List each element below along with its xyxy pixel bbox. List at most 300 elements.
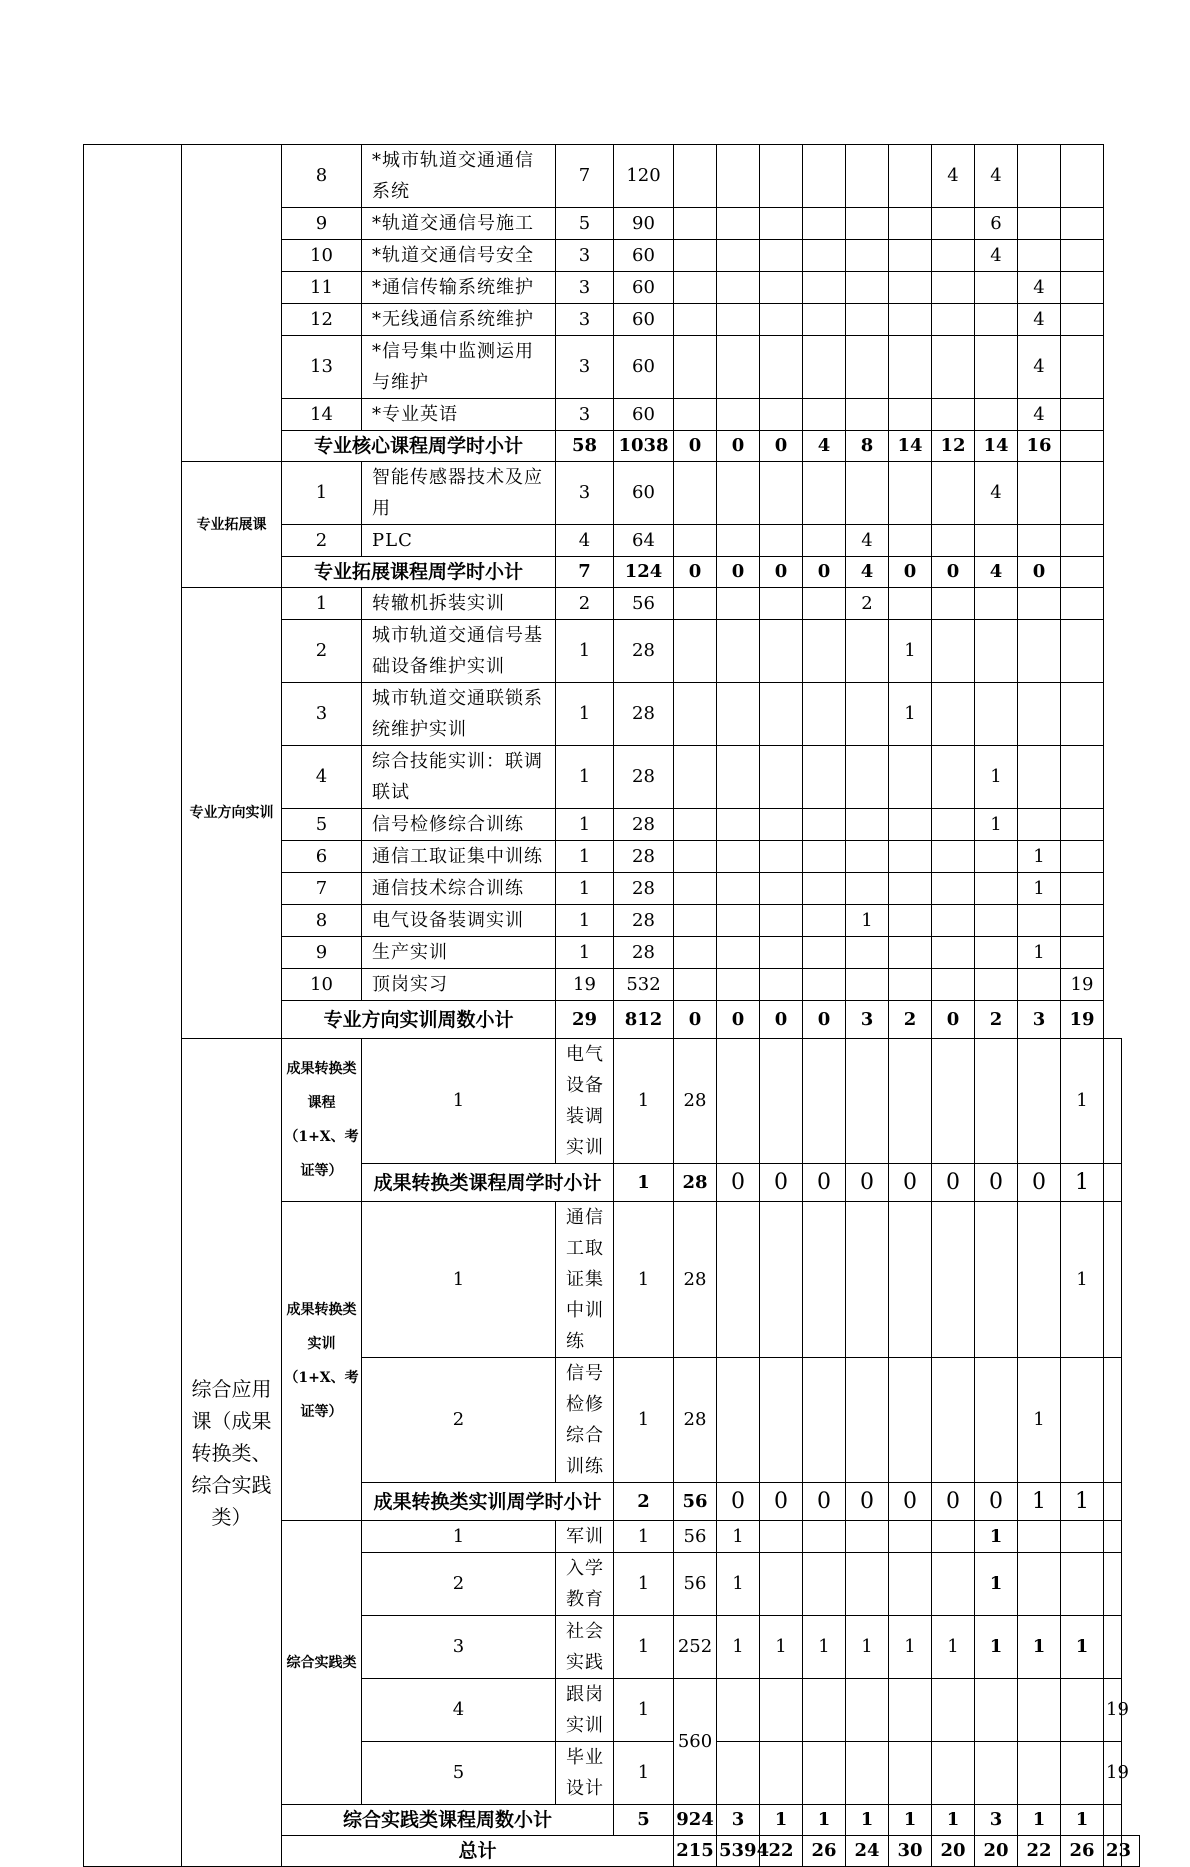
subtotal-credit: 58: [556, 431, 614, 462]
course-hours: 56: [674, 1553, 717, 1616]
subtotal-semester: 0: [932, 1164, 975, 1202]
semester-cell: [1061, 1358, 1104, 1483]
semester-cell: [846, 683, 889, 746]
semester-cell: [1018, 1679, 1061, 1742]
course-number: 2: [362, 1358, 556, 1483]
semester-cell: [932, 462, 975, 525]
semester-cell: [1018, 1742, 1061, 1805]
semester-cell: [1061, 304, 1104, 336]
semester-cell: 1: [846, 1616, 889, 1679]
semester-cell: [1018, 240, 1061, 272]
subtotal-hours: 56: [674, 1483, 717, 1521]
course-hours: 560: [674, 1679, 717, 1805]
semester-cell: [1104, 1553, 1122, 1616]
semester-cell: [1061, 937, 1104, 969]
semester-cell: [1018, 462, 1061, 525]
semester-cell: [803, 399, 846, 431]
semester-cell: 1: [717, 1521, 760, 1553]
course-number: 5: [362, 1742, 556, 1805]
semester-cell: [889, 240, 932, 272]
course-credit: 1: [556, 746, 614, 809]
semester-cell: [975, 272, 1018, 304]
semester-cell: [717, 1039, 760, 1164]
semester-cell: [760, 272, 803, 304]
semester-cell: [932, 873, 975, 905]
semester-cell: 1: [975, 1616, 1018, 1679]
semester-cell: [975, 937, 1018, 969]
subtotal-label: 专业核心课程周学时小计: [282, 431, 556, 462]
semester-cell: [803, 1521, 846, 1553]
semester-cell: [846, 1358, 889, 1483]
semester-cell: [1018, 969, 1061, 1001]
course-number: 1: [282, 588, 362, 620]
course-number: 14: [282, 399, 362, 431]
course-credit: 3: [556, 462, 614, 525]
semester-cell: [717, 1358, 760, 1483]
subtotal-semester: 1: [760, 1805, 803, 1836]
semester-cell: [1104, 1521, 1122, 1553]
subtotal-semester: 0: [1018, 557, 1061, 588]
course-hours: 532: [614, 969, 674, 1001]
semester-cell: [846, 145, 889, 208]
subtotal-semester: [1061, 557, 1104, 588]
semester-cell: [674, 272, 717, 304]
semester-cell: [889, 304, 932, 336]
semester-cell: [717, 873, 760, 905]
course-credit: 1: [614, 1202, 674, 1358]
course-hours: 60: [614, 399, 674, 431]
course-number: 4: [362, 1679, 556, 1742]
semester-cell: [803, 1358, 846, 1483]
semester-cell: [803, 1202, 846, 1358]
semester-cell: [889, 905, 932, 937]
subtotal-semester: 0: [932, 1001, 975, 1039]
semester-cell: [760, 1679, 803, 1742]
semester-cell: 1: [1018, 937, 1061, 969]
course-hours: 28: [614, 809, 674, 841]
semester-cell: [846, 969, 889, 1001]
course-number: 2: [362, 1553, 556, 1616]
semester-cell: [803, 304, 846, 336]
semester-cell: [846, 462, 889, 525]
semester-cell: [1104, 1358, 1122, 1483]
semester-cell: [846, 1521, 889, 1553]
semester-cell: [803, 1742, 846, 1805]
semester-cell: [717, 683, 760, 746]
semester-cell: [760, 809, 803, 841]
semester-cell: [1061, 462, 1104, 525]
course-credit: 3: [556, 336, 614, 399]
subtotal-semester: 0: [975, 1164, 1018, 1202]
semester-cell: 4: [975, 145, 1018, 208]
semester-cell: [803, 809, 846, 841]
curriculum-table: [83, 144, 1140, 1867]
subtotal-semester: 12: [932, 431, 975, 462]
semester-cell: [760, 588, 803, 620]
semester-cell: 19: [1104, 1679, 1122, 1742]
semester-cell: [717, 1202, 760, 1358]
course-number: 4: [282, 746, 362, 809]
semester-cell: [932, 1521, 975, 1553]
semester-cell: [717, 145, 760, 208]
subtotal-semester: 1: [1018, 1805, 1061, 1836]
semester-cell: [932, 1039, 975, 1164]
subtotal-label: 成果转换类课程周学时小计: [362, 1164, 614, 1202]
semester-cell: [674, 841, 717, 873]
semester-cell: [717, 809, 760, 841]
course-hours: 60: [614, 462, 674, 525]
semester-cell: [846, 1202, 889, 1358]
semester-cell: [760, 240, 803, 272]
course-hours: 28: [674, 1358, 717, 1483]
semester-cell: [760, 304, 803, 336]
semester-cell: [760, 937, 803, 969]
course-name: 转辙机拆装实训: [362, 588, 556, 620]
category-blank: [84, 145, 182, 1867]
subtotal-semester: 0: [803, 1001, 846, 1039]
semester-cell: [760, 746, 803, 809]
semester-cell: [674, 208, 717, 240]
total-semester: 23: [1104, 1836, 1122, 1867]
semester-cell: [889, 841, 932, 873]
semester-cell: [889, 525, 932, 557]
course-name: 智能传感器技术及应用: [362, 462, 556, 525]
subtotal-label: 专业方向实训周数小计: [282, 1001, 556, 1039]
course-hours: 56: [674, 1521, 717, 1553]
semester-cell: [803, 683, 846, 746]
subtotal-semester: 0: [846, 1483, 889, 1521]
semester-cell: [760, 969, 803, 1001]
semester-cell: [760, 620, 803, 683]
course-name: *信号集中监测运用与维护: [362, 336, 556, 399]
course-credit: 4: [556, 525, 614, 557]
semester-cell: [717, 969, 760, 1001]
subtotal-semester: [1104, 1164, 1122, 1202]
course-credit: 3: [556, 399, 614, 431]
semester-cell: [760, 905, 803, 937]
semester-cell: [889, 588, 932, 620]
semester-cell: [1061, 1742, 1104, 1805]
semester-cell: [760, 525, 803, 557]
course-name: 城市轨道交通信号基础设备维护实训: [362, 620, 556, 683]
semester-cell: [1061, 1679, 1104, 1742]
semester-cell: 2: [846, 588, 889, 620]
semester-cell: [760, 1553, 803, 1616]
semester-cell: [674, 304, 717, 336]
semester-cell: [932, 809, 975, 841]
semester-cell: [803, 937, 846, 969]
semester-cell: [932, 746, 975, 809]
course-hours: 120: [614, 145, 674, 208]
semester-cell: [717, 841, 760, 873]
subtotal-semester: [1104, 1483, 1122, 1521]
subtotal-semester: 4: [803, 431, 846, 462]
semester-cell: [674, 399, 717, 431]
subtotal-label: 专业拓展课程周学时小计: [282, 557, 556, 588]
semester-cell: [1018, 145, 1061, 208]
semester-cell: [717, 620, 760, 683]
course-credit: 7: [556, 145, 614, 208]
course-name: *无线通信系统维护: [362, 304, 556, 336]
semester-cell: [717, 399, 760, 431]
subtotal-semester: 14: [889, 431, 932, 462]
semester-cell: [1061, 525, 1104, 557]
semester-cell: [717, 240, 760, 272]
course-hours: 60: [614, 272, 674, 304]
semester-cell: [889, 462, 932, 525]
course-credit: 1: [556, 873, 614, 905]
subtotal-semester: [1061, 431, 1104, 462]
course-name: 生产实训: [362, 937, 556, 969]
subtotal-semester: 0: [760, 1483, 803, 1521]
semester-cell: [932, 208, 975, 240]
course-credit: 1: [614, 1742, 674, 1805]
course-name: 通信技术综合训练: [362, 873, 556, 905]
semester-cell: [803, 588, 846, 620]
semester-cell: 19: [1104, 1742, 1122, 1805]
subtotal-semester: 0: [717, 1483, 760, 1521]
course-number: 9: [282, 937, 362, 969]
semester-cell: [717, 208, 760, 240]
semester-cell: [932, 399, 975, 431]
subtotal-semester: 0: [674, 431, 717, 462]
semester-cell: [889, 937, 932, 969]
course-hours: 28: [674, 1202, 717, 1358]
semester-cell: [1018, 1202, 1061, 1358]
semester-cell: [846, 620, 889, 683]
semester-cell: [846, 809, 889, 841]
course-credit: 1: [556, 905, 614, 937]
course-credit: 1: [614, 1679, 674, 1742]
course-name: 毕业设计: [556, 1742, 614, 1805]
course-hours: 64: [614, 525, 674, 557]
subtotal-credit: 29: [556, 1001, 614, 1039]
semester-cell: [1018, 905, 1061, 937]
semester-cell: [932, 1202, 975, 1358]
course-credit: 5: [556, 208, 614, 240]
semester-cell: [846, 1039, 889, 1164]
semester-cell: 1: [1018, 1616, 1061, 1679]
course-credit: 1: [556, 809, 614, 841]
semester-cell: [760, 1742, 803, 1805]
subtotal-semester: 0: [932, 1483, 975, 1521]
course-hours: 28: [614, 841, 674, 873]
semester-cell: [717, 937, 760, 969]
semester-cell: 4: [975, 462, 1018, 525]
course-hours: 28: [614, 683, 674, 746]
course-number: 7: [282, 873, 362, 905]
semester-cell: [674, 588, 717, 620]
semester-cell: 1: [1061, 1616, 1104, 1679]
subtotal-semester: 1: [803, 1805, 846, 1836]
semester-cell: [717, 588, 760, 620]
subtotal-semester: 3: [846, 1001, 889, 1039]
semester-cell: 1: [975, 1553, 1018, 1616]
semester-cell: [846, 1679, 889, 1742]
semester-cell: [846, 208, 889, 240]
total-semester: 22: [760, 1836, 803, 1867]
semester-cell: [932, 620, 975, 683]
course-name: 通信工取证集中训练: [362, 841, 556, 873]
semester-cell: [717, 304, 760, 336]
semester-cell: [932, 336, 975, 399]
semester-cell: [760, 1521, 803, 1553]
total-semester: 26: [803, 1836, 846, 1867]
semester-cell: [674, 937, 717, 969]
course-number: 10: [282, 240, 362, 272]
course-hours: 252: [674, 1616, 717, 1679]
semester-cell: [803, 746, 846, 809]
course-credit: 1: [556, 937, 614, 969]
semester-cell: [760, 145, 803, 208]
semester-cell: [1061, 809, 1104, 841]
course-name: 电气设备装调实训: [362, 905, 556, 937]
semester-cell: [932, 588, 975, 620]
course-number: 5: [282, 809, 362, 841]
semester-cell: [1018, 208, 1061, 240]
semester-cell: [932, 905, 975, 937]
semester-cell: [674, 462, 717, 525]
semester-cell: [975, 1742, 1018, 1805]
semester-cell: [846, 937, 889, 969]
semester-cell: [932, 969, 975, 1001]
semester-cell: [889, 969, 932, 1001]
subtotal-semester: [1104, 1805, 1122, 1836]
course-name: *轨道交通信号安全: [362, 240, 556, 272]
semester-cell: [674, 620, 717, 683]
semester-cell: [846, 1553, 889, 1616]
course-hours: 56: [614, 588, 674, 620]
semester-cell: [760, 399, 803, 431]
semester-cell: [803, 1039, 846, 1164]
total-hours: 5394: [717, 1836, 760, 1867]
total-semester: 24: [846, 1836, 889, 1867]
semester-cell: [846, 272, 889, 304]
course-credit: 1: [614, 1521, 674, 1553]
subcategory-title: 综合实践类: [282, 1521, 362, 1805]
semester-cell: [674, 525, 717, 557]
semester-cell: [932, 272, 975, 304]
semester-cell: 4: [1018, 336, 1061, 399]
subtotal-credit: 5: [614, 1805, 674, 1836]
semester-cell: [1061, 208, 1104, 240]
subtotal-semester: 1: [1018, 1483, 1061, 1521]
semester-cell: [1061, 240, 1104, 272]
total-semester: 30: [889, 1836, 932, 1867]
semester-cell: [1061, 1521, 1104, 1553]
semester-cell: [975, 525, 1018, 557]
course-number: 1: [282, 462, 362, 525]
course-name: 综合技能实训：联调联试: [362, 746, 556, 809]
total-semester: 26: [1061, 1836, 1104, 1867]
semester-cell: [674, 145, 717, 208]
course-number: 2: [282, 620, 362, 683]
course-credit: 1: [614, 1358, 674, 1483]
course-credit: 1: [556, 683, 614, 746]
subtotal-semester: 1: [1061, 1483, 1104, 1521]
semester-cell: [932, 525, 975, 557]
semester-cell: [1061, 683, 1104, 746]
semester-cell: [760, 462, 803, 525]
course-number: 12: [282, 304, 362, 336]
semester-cell: [889, 1521, 932, 1553]
semester-cell: [846, 841, 889, 873]
semester-cell: [1018, 525, 1061, 557]
semester-cell: [717, 462, 760, 525]
semester-cell: [975, 873, 1018, 905]
course-hours: 28: [614, 905, 674, 937]
course-name: *城市轨道交通通信系统: [362, 145, 556, 208]
semester-cell: [846, 304, 889, 336]
course-credit: 1: [556, 620, 614, 683]
course-number: 2: [282, 525, 362, 557]
subtotal-semester: 0: [803, 1164, 846, 1202]
semester-cell: [760, 1202, 803, 1358]
semester-cell: [889, 1039, 932, 1164]
semester-cell: [889, 208, 932, 240]
semester-cell: [889, 746, 932, 809]
semester-cell: [803, 1553, 846, 1616]
course-number: 9: [282, 208, 362, 240]
semester-cell: 1: [717, 1553, 760, 1616]
subtotal-semester: 2: [975, 1001, 1018, 1039]
subtotal-credit: 1: [614, 1164, 674, 1202]
table-row: [84, 1039, 1140, 1164]
course-hours: 28: [674, 1039, 717, 1164]
course-number: 11: [282, 272, 362, 304]
subcategory-title: 成果转换类实训（1+X、考证等）: [282, 1202, 362, 1521]
semester-cell: [889, 873, 932, 905]
semester-cell: [1061, 905, 1104, 937]
semester-cell: [717, 272, 760, 304]
subcategory-title: 成果转换类课程（1+X、考证等）: [282, 1039, 362, 1202]
course-credit: 1: [614, 1616, 674, 1679]
semester-cell: 4: [975, 240, 1018, 272]
course-number: 6: [282, 841, 362, 873]
semester-cell: 1: [889, 683, 932, 746]
semester-cell: [975, 1039, 1018, 1164]
semester-cell: [674, 683, 717, 746]
semester-cell: [760, 873, 803, 905]
subtotal-semester: 0: [674, 557, 717, 588]
course-hours: 28: [614, 620, 674, 683]
semester-cell: 1: [1018, 841, 1061, 873]
subtotal-hours: 1038: [614, 431, 674, 462]
course-hours: 90: [614, 208, 674, 240]
course-credit: 3: [556, 272, 614, 304]
semester-cell: [803, 525, 846, 557]
subtotal-semester: 0: [760, 557, 803, 588]
semester-cell: [717, 336, 760, 399]
semester-cell: [889, 336, 932, 399]
semester-cell: [803, 272, 846, 304]
semester-cell: 1: [1061, 1202, 1104, 1358]
course-name: 通信工取证集中训练: [556, 1202, 614, 1358]
semester-cell: [1104, 1616, 1122, 1679]
total-semester: 22: [1018, 1836, 1061, 1867]
course-credit: 19: [556, 969, 614, 1001]
semester-cell: [975, 588, 1018, 620]
semester-cell: [1104, 1202, 1122, 1358]
semester-cell: [674, 809, 717, 841]
subcategory-title: 专业方向实训: [182, 588, 282, 1039]
semester-cell: 1: [932, 1616, 975, 1679]
semester-cell: [975, 1679, 1018, 1742]
semester-cell: [846, 873, 889, 905]
semester-cell: [975, 336, 1018, 399]
table-row: [84, 588, 1140, 620]
semester-cell: [889, 1679, 932, 1742]
